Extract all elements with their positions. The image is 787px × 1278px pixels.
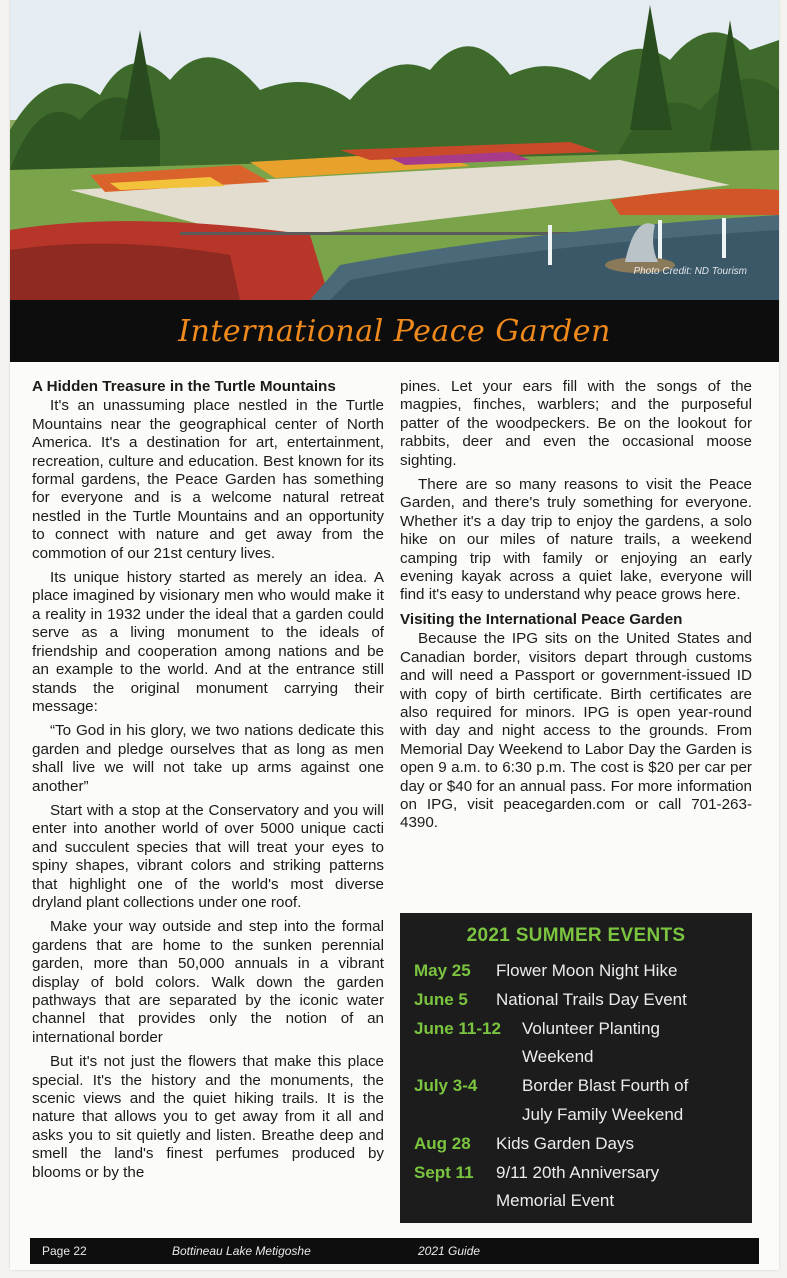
photo-credit: Photo Credit: ND Tourism (633, 266, 747, 277)
section-heading: A Hidden Treasure in the Turtle Mountains (32, 378, 336, 395)
event-item (414, 1072, 738, 1130)
event-date: June 5 (414, 989, 468, 1009)
event-item (414, 986, 738, 1015)
event-name: Flower Moon Night Hike (496, 961, 678, 980)
title-banner (10, 300, 779, 362)
event-name-line: Volunteer Planting (522, 1018, 660, 1038)
article-column-right (400, 378, 752, 839)
event-name (496, 1159, 659, 1217)
event-item (414, 957, 738, 986)
article-column-left (32, 378, 384, 1182)
article-paragraph: Make your way outside and step into the formal gardens that are home to the sunken perennial garden, more than 50,000 annuals in a vibrant display of bold colors. Walk down the garden pathways that are separated by the iconic water channel that provides only the notion of an international border (32, 918, 384, 1046)
event-date: June 11-12 (414, 1018, 501, 1038)
publication-name: Bottineau Lake Metigoshe (172, 1244, 311, 1258)
events-title: 2021 SUMMER EVENTS (466, 925, 686, 946)
garden-landscape-illustration (10, 0, 779, 300)
event-date: May 25 (414, 961, 471, 980)
quote-paragraph: “To God in his glory, we two nations dedicate this garden and pledge ourselves that as long as men shall live we will not take up arms against one another” (32, 722, 384, 795)
article-paragraph: But it's not just the flowers that make this place special. It's the history and the monuments, the scenic views and the quiet hiking trails. It is the nature that allows you to get away from it all and asks you to sit quietly and listen. Breathe deep and smell the land's finest perfumes produced by blooms or by the (32, 1053, 384, 1181)
page-footer (30, 1238, 759, 1264)
event-name-line: July Family Weekend (522, 1104, 684, 1124)
page-number: Page 22 (42, 1244, 87, 1258)
hero-photo (10, 0, 779, 300)
summer-events-box (400, 913, 752, 1223)
event-name-line: Weekend (522, 1047, 594, 1067)
event-name: National Trails Day Event (496, 989, 687, 1009)
event-name (522, 1015, 660, 1073)
section-heading: Visiting the International Peace Garden (400, 610, 683, 628)
event-name-line: Memorial Event (496, 1191, 615, 1211)
event-name: Kids Garden Days (496, 1133, 634, 1153)
article-paragraph: It's an unassuming place nestled in the Turtle Mountains near the geographical center of North America. It's a destination for art, entertainment, recreation, culture and education. Best known for its formal gardens, the Peace Garden has something for everyone and is a welcome natural retreat nestled in the Turtle Mountains and an opportunity to connect with nature and get away from the commotion of our 21st century lives. (32, 397, 384, 562)
article-paragraph: pines. Let your ears fill with the songs of the magpies, finches, warblers; and the purposeful patter of the woodpeckers. Be on the lookout for rabbits, deer and even the occasional moose sighting. (400, 378, 752, 469)
magazine-page (10, 0, 779, 1270)
article-paragraph: Because the IPG sits on the United States and Canadian border, visitors depart through customs and will need a Passport or government-issued ID with copy of birth certificate. Birth certificates are also required for minors. IPG is open year-round with day and night access to the grounds. From Memorial Day Weekend to Labor Day the Garden is open 9 a.m. to 6:30 p.m. The cost is $20 per car per day or $40 for an annual pass. For more information on IPG, visit peacegarden.com or call 701-263-4390. (400, 630, 752, 832)
event-name (522, 1072, 688, 1130)
event-date: Aug 28 (414, 1133, 471, 1153)
article-paragraph: There are so many reasons to visit the Peace Garden, and there's truly something for everyone. Whether it's a day trip to enjoy the gardens, a solo hike on our miles of nature trails, a weekend camping trip with family or enjoying an early evening kayak across a quiet lake, everyone will find it's easy to understand why peace grows here. (400, 476, 752, 604)
event-date: Sept 11 (414, 1162, 474, 1182)
page-title: International Peace Garden (178, 313, 611, 349)
event-item (414, 1130, 738, 1159)
event-item (414, 1159, 738, 1217)
article-paragraph: Start with a stop at the Conservatory and you will enter into another world of over 5000 unique cacti and succulent species that will treat your eyes to spiny shapes, vibrant colors and striking patterns that highlight one of the world's most diverse dryland plant collections under one roof. (32, 801, 384, 911)
guide-year: 2021 Guide (418, 1244, 481, 1258)
event-name-line: 9/11 20th Anniversary (496, 1162, 660, 1182)
article-paragraph: Its unique history started as merely an idea. A place imagined by visionary men who would make it a reality in 1932 under the ideal that a garden could serve as a living monument to the ideals of friendship and cooperation among nations and be an example to the world. And at the entrance still stands the original monument carrying their message: (32, 569, 384, 715)
event-item (414, 1015, 738, 1073)
event-date: July 3-4 (414, 1076, 478, 1096)
event-name-line: Border Blast Fourth of (522, 1076, 689, 1096)
